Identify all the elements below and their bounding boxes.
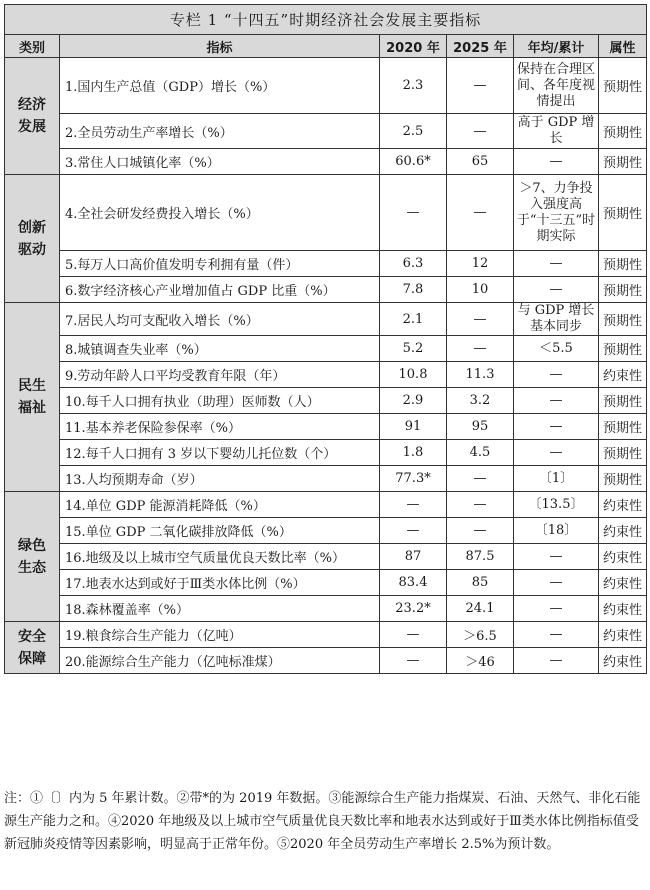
value-2020-cell: 2.1 <box>380 303 447 336</box>
annual-cumulative-cell: 〔1〕 <box>514 466 599 492</box>
value-2025-cell: — <box>447 492 514 518</box>
category-cell: 绿色 生态 <box>5 492 60 622</box>
annual-cumulative-cell: — <box>514 544 599 570</box>
value-2020-cell: 87 <box>380 544 447 570</box>
annual-cumulative-cell: 〔18〕 <box>514 518 599 544</box>
table-title: 专栏 1 “十四五”时期经济社会发展主要指标 <box>5 5 647 35</box>
table-row <box>5 175 647 251</box>
annual-cumulative-cell: 保持在合理区间、各年度视情提出 <box>514 58 599 114</box>
attribute-cell: 预期性 <box>599 149 647 175</box>
attribute-cell: 约束性 <box>599 518 647 544</box>
annual-cumulative-cell: — <box>514 440 599 466</box>
value-2025-cell: — <box>447 58 514 114</box>
category-cell: 创新 驱动 <box>5 175 60 303</box>
table-row <box>5 492 647 518</box>
value-2025-cell: — <box>447 466 514 492</box>
header-category: 类别 <box>5 35 60 58</box>
value-2025-cell: 87.5 <box>447 544 514 570</box>
attribute-cell: 预期性 <box>599 440 647 466</box>
table-row <box>5 648 647 674</box>
indicator-table <box>4 4 647 674</box>
annual-cumulative-cell: — <box>514 414 599 440</box>
value-2020-cell: 60.6* <box>380 149 447 175</box>
attribute-cell: 预期性 <box>599 414 647 440</box>
indicator-cell: 9.劳动年龄人口平均受教育年限（年） <box>60 362 380 388</box>
annual-cumulative-cell: 〔13.5〕 <box>514 492 599 518</box>
table-row <box>5 149 647 175</box>
indicator-cell: 14.单位 GDP 能源消耗降低（%） <box>60 492 380 518</box>
value-2025-cell: 24.1 <box>447 596 514 622</box>
indicator-cell: 10.每千人口拥有执业（助理）医师数（人） <box>60 388 380 414</box>
attribute-cell: 预期性 <box>599 336 647 362</box>
attribute-cell: 预期性 <box>599 466 647 492</box>
table-row <box>5 440 647 466</box>
value-2025-cell: 10 <box>447 277 514 303</box>
value-2020-cell: — <box>380 175 447 251</box>
value-2020-cell: 6.3 <box>380 251 447 277</box>
attribute-cell: 预期性 <box>599 175 647 251</box>
indicator-cell: 7.居民人均可支配收入增长（%） <box>60 303 380 336</box>
value-2025-cell: 65 <box>447 149 514 175</box>
annual-cumulative-cell: ＞7、力争投入强度高于“十三五”时期实际 <box>514 175 599 251</box>
table-row <box>5 114 647 149</box>
value-2020-cell: — <box>380 492 447 518</box>
table-row <box>5 58 647 114</box>
indicator-cell: 3.常住人口城镇化率（%） <box>60 149 380 175</box>
indicator-cell: 4.全社会研发经费投入增长（%） <box>60 175 380 251</box>
table-row <box>5 336 647 362</box>
indicator-cell: 5.每万人口高价值发明专利拥有量（件） <box>60 251 380 277</box>
attribute-cell: 预期性 <box>599 58 647 114</box>
annual-cumulative-cell: ＜5.5 <box>514 336 599 362</box>
value-2020-cell: 2.3 <box>380 58 447 114</box>
attribute-cell: 预期性 <box>599 303 647 336</box>
annual-cumulative-cell: — <box>514 251 599 277</box>
value-2020-cell: 5.2 <box>380 336 447 362</box>
attribute-cell: 约束性 <box>599 544 647 570</box>
annual-cumulative-cell: — <box>514 388 599 414</box>
indicator-cell: 1.国内生产总值（GDP）增长（%） <box>60 58 380 114</box>
table-notes: 注：①〔〕内为 5 年累计数。②带*的为 2019 年数据。③能源综合生产能力指煤炭、石油、天然气、非化石能源生产能力之和。④2020 年地级及以上城市空气质量优良天数比率和地表水达到或好于Ⅲ类水体比例指标值受新冠肺炎疫情等因素影响，明显高于正常年份。⑤2020 年全员劳动生产率增长 2.5%为预计数。 <box>4 791 641 852</box>
annual-cumulative-cell: — <box>514 570 599 596</box>
header-attribute: 属性 <box>599 35 647 58</box>
value-2020-cell: 91 <box>380 414 447 440</box>
attribute-cell: 约束性 <box>599 492 647 518</box>
value-2025-cell: 95 <box>447 414 514 440</box>
indicator-cell: 12.每千人口拥有 3 岁以下婴幼儿托位数（个） <box>60 440 380 466</box>
indicator-cell: 13.人均预期寿命（岁） <box>60 466 380 492</box>
indicator-cell: 11.基本养老保险参保率（%） <box>60 414 380 440</box>
table-row <box>5 251 647 277</box>
indicator-cell: 20.能源综合生产能力（亿吨标准煤） <box>60 648 380 674</box>
value-2025-cell: — <box>447 518 514 544</box>
value-2020-cell: 1.8 <box>380 440 447 466</box>
indicator-cell: 2.全员劳动生产率增长（%） <box>60 114 380 149</box>
value-2020-cell: — <box>380 622 447 648</box>
indicator-table-box <box>4 4 646 674</box>
value-2020-cell: 7.8 <box>380 277 447 303</box>
value-2020-cell: 2.9 <box>380 388 447 414</box>
header-annual-cumulative: 年均/累计 <box>514 35 599 58</box>
indicator-cell: 16.地级及以上城市空气质量优良天数比率（%） <box>60 544 380 570</box>
indicator-cell: 6.数字经济核心产业增加值占 GDP 比重（%） <box>60 277 380 303</box>
attribute-cell: 约束性 <box>599 596 647 622</box>
indicator-cell: 18.森林覆盖率（%） <box>60 596 380 622</box>
table-row <box>5 466 647 492</box>
value-2025-cell: — <box>447 303 514 336</box>
annual-cumulative-cell: — <box>514 622 599 648</box>
value-2025-cell: — <box>447 114 514 149</box>
table-row <box>5 596 647 622</box>
value-2025-cell: — <box>447 175 514 251</box>
value-2025-cell: 11.3 <box>447 362 514 388</box>
attribute-cell: 约束性 <box>599 648 647 674</box>
indicator-cell: 19.粮食综合生产能力（亿吨） <box>60 622 380 648</box>
value-2020-cell: — <box>380 518 447 544</box>
attribute-cell: 约束性 <box>599 362 647 388</box>
attribute-cell: 预期性 <box>599 277 647 303</box>
category-cell: 民生 福祉 <box>5 303 60 492</box>
annual-cumulative-cell: 与 GDP 增长基本同步 <box>514 303 599 336</box>
value-2025-cell: 85 <box>447 570 514 596</box>
value-2020-cell: 83.4 <box>380 570 447 596</box>
annual-cumulative-cell: 高于 GDP 增长 <box>514 114 599 149</box>
annual-cumulative-cell: — <box>514 277 599 303</box>
value-2020-cell: 77.3* <box>380 466 447 492</box>
attribute-cell: 预期性 <box>599 114 647 149</box>
value-2025-cell: 12 <box>447 251 514 277</box>
table-row <box>5 277 647 303</box>
attribute-cell: 预期性 <box>599 388 647 414</box>
attribute-cell: 约束性 <box>599 622 647 648</box>
annual-cumulative-cell: — <box>514 648 599 674</box>
value-2020-cell: 2.5 <box>380 114 447 149</box>
annual-cumulative-cell: — <box>514 596 599 622</box>
header-indicator: 指标 <box>60 35 380 58</box>
indicator-cell: 17.地表水达到或好于Ⅲ类水体比例（%） <box>60 570 380 596</box>
table-row <box>5 303 647 336</box>
value-2020-cell: 23.2* <box>380 596 447 622</box>
table-row <box>5 622 647 648</box>
value-2025-cell: ＞6.5 <box>447 622 514 648</box>
value-2025-cell: 3.2 <box>447 388 514 414</box>
annual-cumulative-cell: — <box>514 149 599 175</box>
category-cell: 经济 发展 <box>5 58 60 175</box>
table-row <box>5 570 647 596</box>
value-2025-cell: — <box>447 336 514 362</box>
category-cell: 安全 保障 <box>5 622 60 674</box>
table-row <box>5 414 647 440</box>
table-row <box>5 544 647 570</box>
table-row <box>5 388 647 414</box>
value-2020-cell: 10.8 <box>380 362 447 388</box>
indicator-cell: 8.城镇调查失业率（%） <box>60 336 380 362</box>
table-row <box>5 518 647 544</box>
table-row <box>5 362 647 388</box>
annual-cumulative-cell: — <box>514 362 599 388</box>
header-2020: 2020 年 <box>380 35 447 58</box>
value-2020-cell: — <box>380 648 447 674</box>
attribute-cell: 约束性 <box>599 570 647 596</box>
attribute-cell: 预期性 <box>599 251 647 277</box>
header-2025: 2025 年 <box>447 35 514 58</box>
indicator-cell: 15.单位 GDP 二氧化碳排放降低（%） <box>60 518 380 544</box>
value-2025-cell: ＞46 <box>447 648 514 674</box>
table-body <box>5 58 647 674</box>
value-2025-cell: 4.5 <box>447 440 514 466</box>
